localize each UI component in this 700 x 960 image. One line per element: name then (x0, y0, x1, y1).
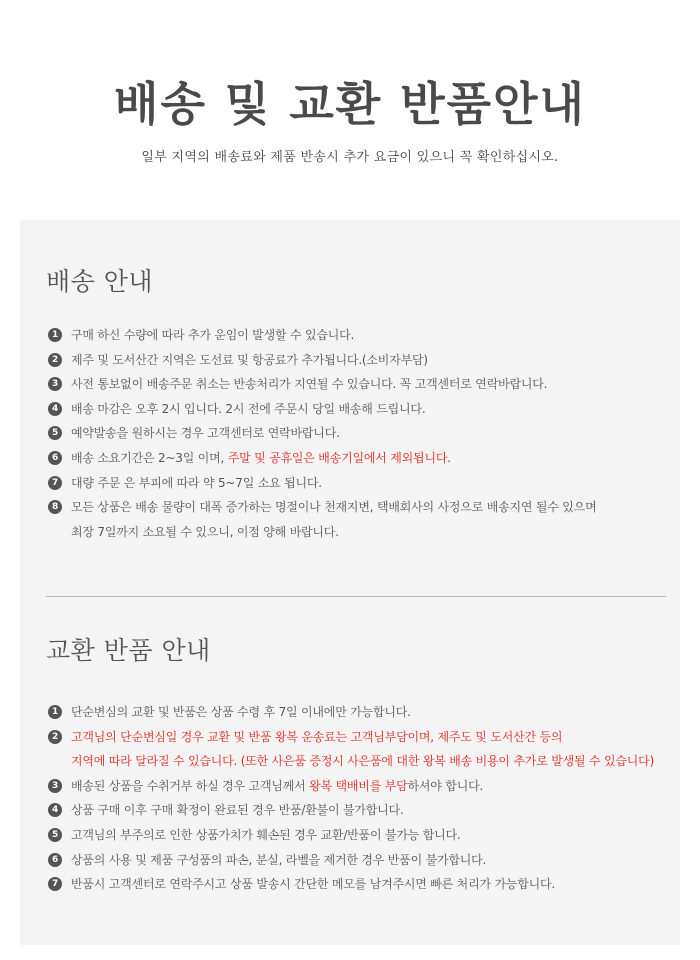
list-item-plain-text: 배송된 상품을 수취거부 하실 경우 고객님께서 (71, 778, 310, 793)
number-badge-icon: 8 (48, 500, 62, 514)
list-item-line-1: 모든 상품은 배송 물량이 대폭 증가하는 명절이나 천재지변, 택배회사의 사정으로 배송지연 될수 있으며 (71, 500, 597, 515)
list-item-text: 배송 마감은 오후 2시 입니다. 2시 전에 주문시 당일 배송해 드립니다. (71, 401, 426, 416)
number-badge-icon: 1 (48, 705, 62, 719)
list-item-text: 구매 하신 수량에 따라 추가 운임이 발생할 수 있습니다. (71, 328, 355, 342)
exchange-item-6 (48, 848, 663, 873)
section-divider (46, 596, 666, 597)
list-item-text (71, 446, 451, 471)
list-item-text (71, 774, 483, 799)
number-badge-icon: 7 (48, 877, 62, 891)
list-item-text (71, 725, 654, 774)
shipping-item-8 (48, 495, 663, 544)
list-item-line-1: 고객님의 단순변심일 경우 교환 및 반품 왕복 운송료는 고객님부담이며, 제주도 및 도서산간 등의 (71, 729, 563, 744)
number-badge-icon: 1 (48, 328, 62, 342)
shipping-item-4 (48, 397, 663, 422)
exchange-item-4 (48, 798, 663, 823)
list-item-line-2: 지역에 따라 달라질 수 있습니다. (또한 사은품 증정시 사은품에 대한 왕복 배송 비용이 추가로 발생될 수 있습니다) (71, 754, 655, 769)
shipping-item-1 (48, 323, 663, 348)
number-badge-icon: 4 (48, 803, 62, 817)
list-item-text: 상품 구매 이후 구매 확정이 완료된 경우 반품/환불이 불가합니다. (71, 803, 404, 818)
list-item-text: 예약발송을 원하시는 경우 고객센터로 연락바랍니다. (71, 426, 340, 441)
page-subtitle: 일부 지역의 배송료와 제품 반송시 추가 요금이 있으니 꼭 확인하십시오. (141, 150, 559, 165)
page-title: 배송 및 교환 반품안내 (114, 77, 586, 131)
list-item-highlight-text: 왕복 택배비를 부담 (309, 778, 408, 793)
list-item-text (71, 495, 596, 544)
number-badge-icon: 5 (48, 426, 62, 440)
number-badge-icon: 6 (48, 451, 62, 465)
exchange-item-7 (48, 872, 663, 897)
number-badge-icon: 6 (48, 853, 62, 867)
shipping-section-title: 배송 안내 (46, 267, 154, 296)
shipping-item-5 (48, 421, 663, 446)
shipping-item-7 (48, 471, 663, 496)
list-item-text: 상품의 사용 및 제품 구성품의 파손, 분실, 라벨을 제거한 경우 반품이 불가합니다. (71, 852, 487, 867)
shipping-item-6 (48, 446, 663, 471)
list-item-text: 고객님의 부주의로 인한 상품가치가 훼손된 경우 교환/반품이 불가능 합니다. (71, 827, 461, 842)
shipping-item-2 (48, 348, 663, 373)
list-item-text: 사전 통보없이 배송주문 취소는 반송처리가 지연될 수 있습니다. 꼭 고객센터로 연락바랍니다. (71, 377, 548, 392)
exchange-item-1 (48, 700, 663, 725)
list-item-text: 대량 주문 은 부피에 따라 약 5~7일 소요 됩니다. (71, 475, 322, 490)
list-item-line-2: 최장 7일까지 소요될 수 있으니, 이점 양해 바랍니다. (71, 524, 339, 539)
number-badge-icon: 3 (48, 377, 62, 391)
shipping-item-3 (48, 372, 663, 397)
page-header (0, 0, 700, 165)
list-item-text: 제주 및 도서산간 지역은 도선료 및 항공료가 추가됩니다.(소비자부담) (71, 352, 428, 367)
exchange-section-title: 교환 반품 안내 (46, 636, 211, 665)
shipping-list (48, 323, 663, 544)
number-badge-icon: 5 (48, 828, 62, 842)
list-item-text: 반품시 고객센터로 연락주시고 상품 발송시 간단한 메모를 남겨주시면 빠른 처리가 가능합니다. (71, 877, 556, 892)
info-panel (20, 220, 680, 945)
number-badge-icon: 2 (48, 730, 62, 744)
exchange-item-5 (48, 823, 663, 848)
list-item-plain-text: 배송 소요기간은 2~3일 이며, (71, 450, 228, 465)
list-item-highlight-text: 주말 및 공휴일은 배송기일에서 제외됩니다. (227, 450, 451, 465)
exchange-item-3 (48, 774, 663, 799)
exchange-list (48, 700, 663, 897)
exchange-item-2 (48, 725, 663, 774)
number-badge-icon: 4 (48, 402, 62, 416)
number-badge-icon: 7 (48, 476, 62, 490)
list-item-text: 단순변심의 교환 및 반품은 상품 수령 후 7일 이내에만 가능합니다. (71, 705, 411, 719)
number-badge-icon: 2 (48, 353, 62, 367)
number-badge-icon: 3 (48, 779, 62, 793)
list-item-plain-text-end: 하셔야 합니다. (407, 778, 484, 793)
